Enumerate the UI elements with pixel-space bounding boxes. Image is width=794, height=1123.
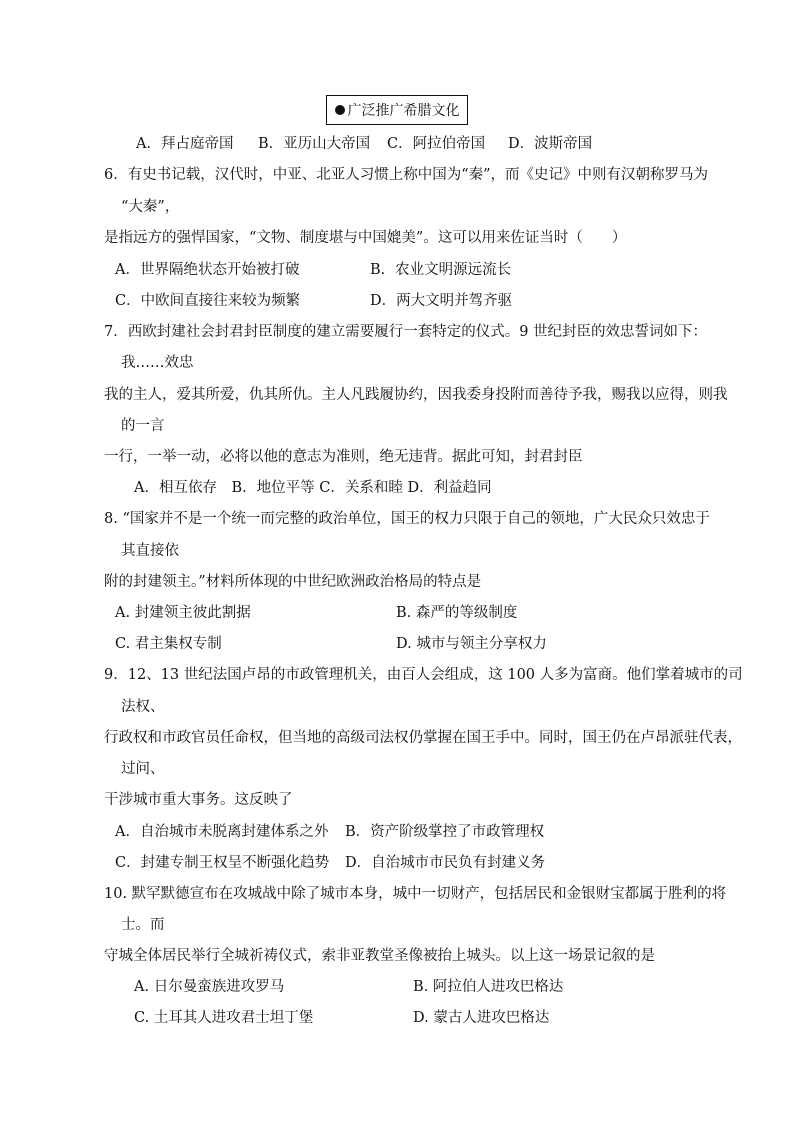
q8-option-d: D. 城市与领主分享权力 (396, 636, 547, 652)
q10-option-b: B. 阿拉伯人进攻巴格达 (413, 979, 564, 995)
q8-stem-line2: 其直接依 (121, 543, 179, 559)
q9-option-a: A．自治城市未脱离封建体系之外 (115, 824, 329, 840)
q7-stem-line1: 7．西欧封建社会封君封臣制度的建立需要履行一套特定的仪式。9 世纪封臣的效忠誓词如下： (104, 324, 708, 340)
q10-stem-line1: 10. 默罕默德宣布在攻城战中除了城市本身，城中一切财产，包括居民和金银财宝都属于胜利的将 (104, 886, 727, 902)
q6-option-b: B．农业文明源远流长 (370, 262, 512, 278)
q6-stem-line2: “大秦”， (121, 199, 180, 215)
q6-stem-line1: 6．有史书记载，汉代时，中亚、北亚人习惯上称中国为“秦”，而《史记》中则有汉朝称罗马为 (104, 167, 709, 183)
q9-stem-line5: 干涉城市重大事务。这反映了 (104, 792, 293, 808)
q10-option-c: C. 土耳其人进攻君士坦丁堡 (134, 1010, 314, 1026)
bullet-icon (335, 105, 345, 115)
q8-option-a: A. 封建领主彼此割据 (115, 605, 251, 621)
q9-stem-line1: 9．12、13 世纪法国卢昂的市政管理机关，由百人会组成，这 100 人多为富商。他们掌着城市的司 (104, 667, 743, 683)
q10-option-a: A. 日尔曼蛮族进攻罗马 (134, 979, 285, 995)
q9-stem-line4: 过问、 (121, 761, 165, 777)
q5-option-a: A．拜占庭帝国 (136, 136, 234, 152)
q5-option-d: D．波斯帝国 (508, 136, 593, 152)
q6-stem-line3: 是指远方的强悍国家，“文物、制度堪与中国媲美”。这可以用来佐证当时（ ） (104, 230, 627, 246)
q7-stem-line2: 我……效忠 (121, 355, 194, 371)
q5-option-c: C．阿拉伯帝国 (387, 136, 486, 152)
q7-stem-line5: 一行，一举一动，必将以他的意志为准则，绝无违背。据此可知，封君封臣 (104, 449, 583, 465)
q7-options: A．相互依存 B．地位平等 C．关系和睦 D．利益趋同 (134, 480, 492, 496)
q9-option-c: C．封建专制王权呈不断强化趋势 (115, 855, 330, 871)
q6-option-a: A．世界隔绝状态开始被打破 (115, 262, 300, 278)
q8-option-b: B. 森严的等级制度 (396, 605, 518, 621)
q9-stem-line2: 法权、 (121, 699, 165, 715)
q8-stem-line1: 8. “国家并不是一个统一而完整的政治单位，国王的权力只限于自己的领地，广大民众只效忠于 (104, 511, 710, 527)
q6-option-c: C．中欧间直接往来较为频繁 (115, 293, 301, 309)
q10-stem-line2: 士。而 (121, 917, 165, 933)
q10-option-d: D. 蒙古人进攻巴格达 (413, 1010, 550, 1026)
boxed-option-label (326, 95, 468, 125)
q5-option-b: B．亚历山大帝国 (258, 136, 371, 152)
boxed-label-text: 广泛推广希腊文化 (347, 103, 460, 119)
q8-option-c: C. 君主集权专制 (115, 636, 222, 652)
q9-option-d: D．自治城市市民负有封建义务 (345, 855, 546, 871)
q6-option-d: D．两大文明并驾齐驱 (370, 293, 513, 309)
q9-option-b: B．资产阶级掌控了市政管理权 (345, 824, 545, 840)
q8-stem-line3: 附的封建领主。”材料所体现的中世纪欧洲政治格局的特点是 (104, 574, 482, 590)
q9-stem-line3: 行政权和市政官员任命权，但当地的高级司法权仍掌握在国王手中。同时，国王仍在卢昂派驻代表， (104, 730, 742, 746)
q7-stem-line3: 我的主人，爱其所爱，仇其所仇。主人凡践履协约，因我委身投附而善待予我，赐我以应得，则我 (104, 387, 728, 403)
q7-stem-line4: 的一言 (121, 418, 165, 434)
q10-stem-line3: 守城全体居民举行全城祈祷仪式，索非亚教堂圣像被抬上城头。以上这一场景记叙的是 (104, 948, 655, 964)
